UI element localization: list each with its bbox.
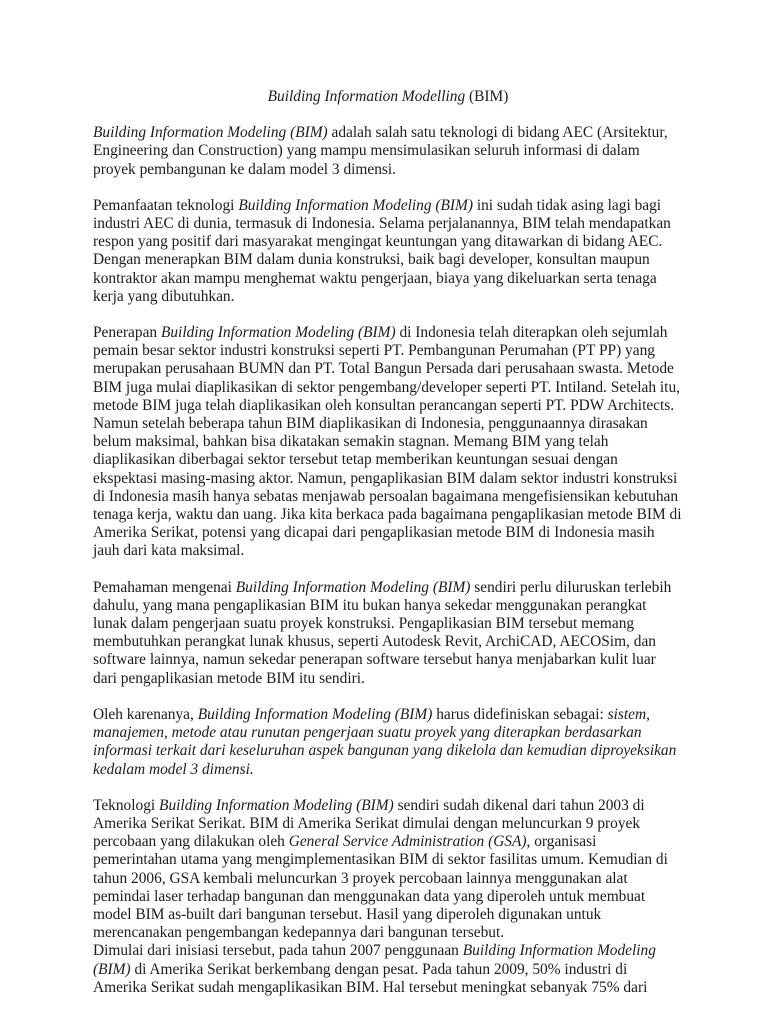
paragraph	[93, 324, 683, 561]
body-text: di Indonesia telah diterapkan oleh sejumlah pemain besar sektor industri konstruksi seperti PT. Pembangunan Perumahan (PT PP) yang merupakan perusahaan BUMN dan PT. Total Bangun Persada dari perusahaan swasta. Metode BIM juga mulai diaplikasikan di sektor pengembang/developer seperti PT. Intiland. Setelah itu, metode BIM juga telah diaplikasikan oleh konsultan perancangan seperti PT. PDW Architects. Namun setelah beberapa tahun BIM diaplikasikan di Indonesia, penggunaannya dirasakan belum maksimal, bahkan bisa dikatakan semakin stagnan. Memang BIM yang telah diaplikasikan diberbagai sektor tersebut tetap memberikan keuntungan sesuai dengan ekspektasi masing-masing aktor. Namun, pengaplikasian BIM dalam sektor industri konstruksi di Indonesia masih hanya sebatas menjawab persoalan bagaimana mengefisiensikan kebutuhan tenaga kerja, waktu dan uang. Jika kita berkaca pada bagaimana pengaplikasian metode BIM di Amerika Serikat, potensi yang dicapai dari pengaplikasian metode BIM di Indonesia masih jauh dari kata maksimal.	[93, 324, 682, 560]
italic-text: Building Information Modeling (BIM)	[93, 124, 328, 142]
document-title	[93, 88, 683, 106]
paragraph	[93, 942, 683, 997]
italic-text: General Service Administration (GSA)	[288, 833, 527, 851]
italic-text: Building Information Modeling (BIM)	[235, 578, 471, 596]
body-text: sendiri sudah dikenal dari tahun 2003 di Amerika Serikat Serikat. BIM di Amerika Serikat dimulai dengan meluncurkan 9 proyek percobaan yang dilakukan oleh	[93, 796, 645, 851]
body-text: Dimulai dari inisiasi tersebut, pada tahun 2007 penggunaan	[93, 942, 463, 960]
body-text: adalah salah satu teknologi di bidang AEC (Arsitektur, Engineering dan Construction) yang mampu mensimulasikan seluruh informasi di dalam proyek pembangunan ke dalam model 3 dimensi.	[93, 124, 668, 178]
body-text: di Amerika Serikat berkembang dengan pesat. Pada tahun 2009, 50% industri di Amerika Serikat sudah mengaplikasikan BIM. Hal tersebut meningkat sebanyak 75% dari	[93, 960, 648, 996]
document-title-italic: Building Information Modelling	[267, 88, 466, 105]
italic-text: Building Information Modeling (BIM)	[93, 942, 656, 978]
italic-text: Building Information Modeling (BIM)	[238, 196, 473, 214]
italic-text: sistem, manajemen, metode atau runutan pengerjaan suatu proyek yang diterapkan berdasarkan informasi terkait dari keseluruhan aspek bangunan yang dikelola dan kemudian diproyeksikan kedalam model 3 dimensi.	[93, 705, 677, 778]
body-text: Pemanfaatan teknologi	[93, 196, 239, 214]
body-text: Oleh karenanya,	[93, 705, 198, 723]
italic-text: Building Information Modeling (BIM)	[197, 705, 433, 723]
body-text: Teknologi	[93, 796, 160, 814]
body-text: harus didefiniskan sebagai:	[432, 705, 608, 723]
document-body	[93, 124, 683, 997]
body-text: Pemahaman mengenai	[93, 578, 236, 596]
document-page	[93, 82, 683, 997]
italic-text: Building Information Modeling (BIM)	[160, 324, 396, 342]
paragraph	[93, 706, 683, 779]
paragraph	[93, 579, 683, 688]
body-text: ini sudah tidak asing lagi bagi industri AEC di dunia, termasuk di Indonesia. Selama perjalanannya, BIM telah mendapatkan respon yang positif dari masyarakat mengingat keuntungan yang ditawarkan di bidang AEC. Dengan menerapkan BIM dalam dunia konstruksi, baik bagi developer, konsultan maupun kontraktor akan mampu menghemat waktu pengerjaan, biaya yang dikeluarkan serta tenaga kerja yang dibutuhkan.	[93, 196, 671, 305]
paragraph	[93, 124, 683, 179]
italic-text: Building Information Modeling (BIM)	[159, 796, 394, 814]
body-text: Penerapan	[93, 324, 161, 342]
body-text: sendiri perlu diluruskan terlebih dahulu, yang mana pengaplikasian BIM itu bukan hanya sekedar menggunakan perangkat lunak dalam pengerjaan suatu proyek konstruksi. Pengaplikasian BIM tersebut memang membutuhkan perangkat lunak khusus, seperti Autodesk Revit, ArchiCAD, AECOSim, dan software lainnya, namun sekedar penerapan software tersebut hanya menjabarkan kulit luar dari pengaplikasian metode BIM itu sendiri.	[93, 578, 672, 687]
body-text: , organisasi pemerintahan utama yang mengimplementasikan BIM di sektor fasilitas umum. Kemudian di tahun 2006, GSA kembali meluncurkan 3 proyek percobaan lainnya menggunakan alat pemindai laser terhadap bangunan dan menggunakan data yang diperoleh untuk membuat model BIM as-built dari bangunan tersebut. Hasil yang diperoleh digunakan untuk merencanakan pengembangan kedepannya dari bangunan tersebut.	[93, 833, 668, 942]
paragraph	[93, 797, 683, 943]
document-title-suffix: (BIM)	[465, 88, 509, 105]
paragraph	[93, 197, 683, 306]
